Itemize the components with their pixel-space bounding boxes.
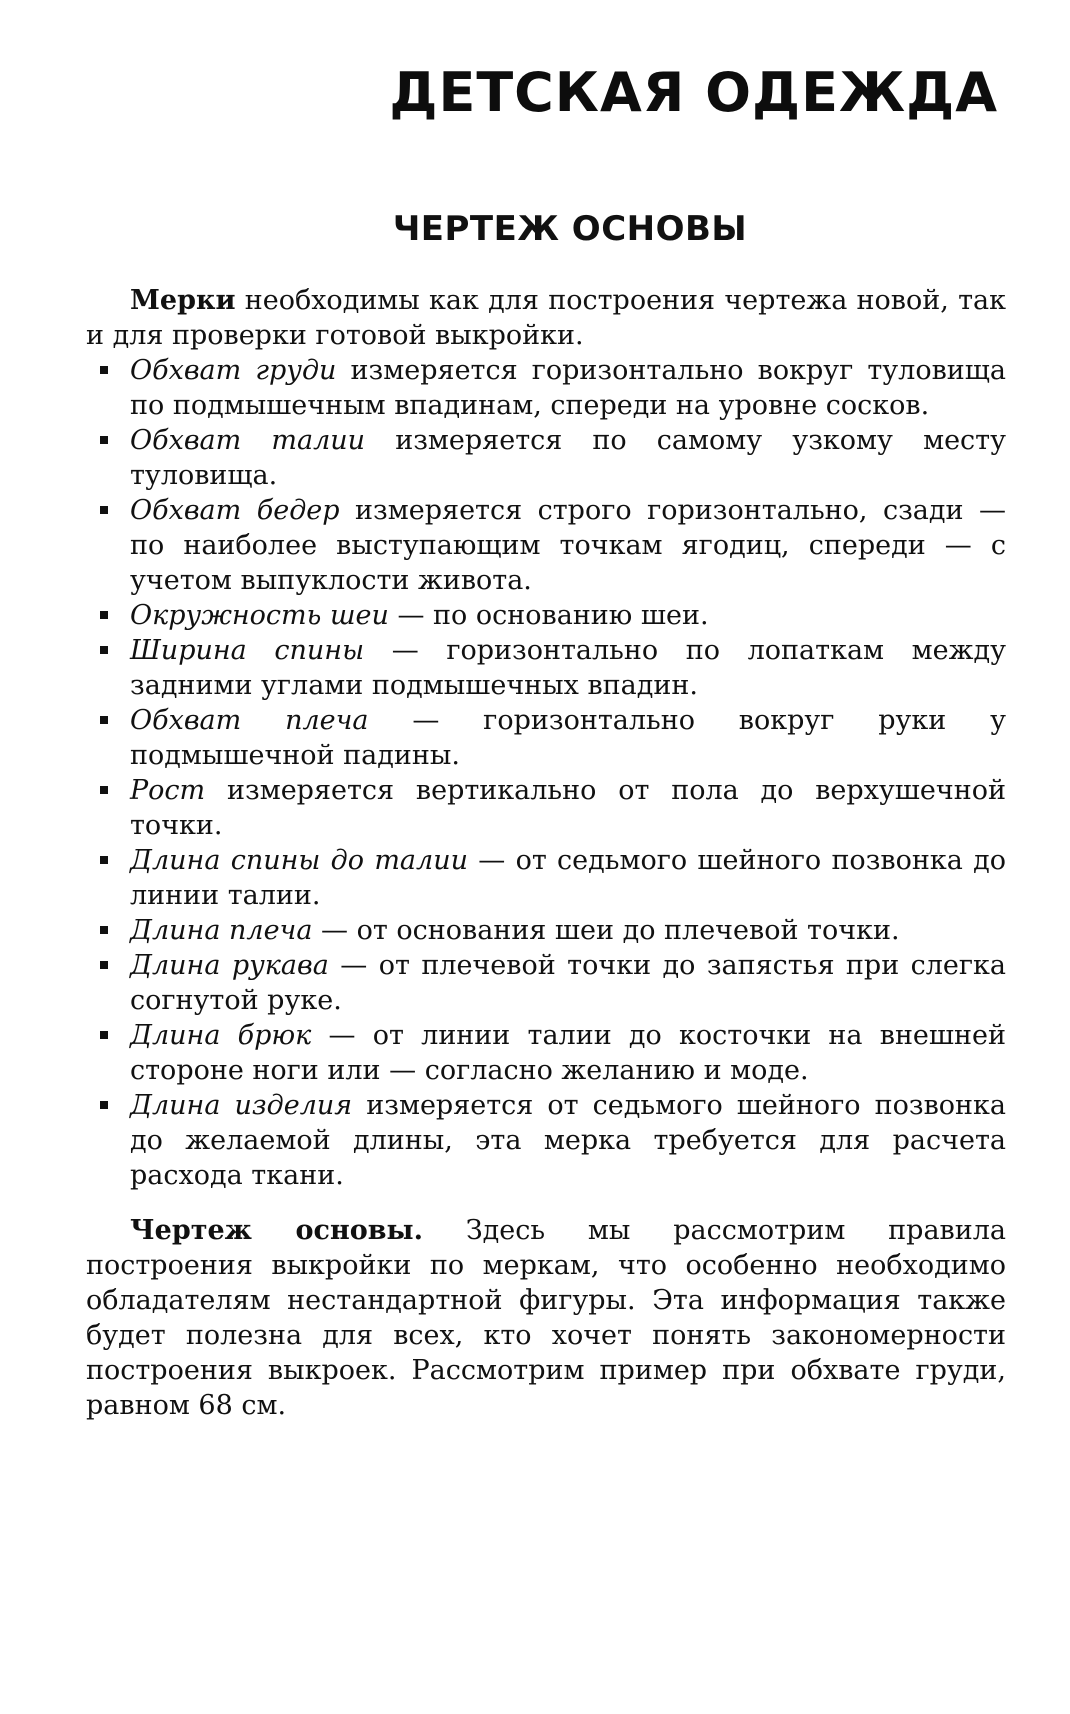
measure-description: измеряется по самому узкому месту туловища.: [130, 425, 1006, 491]
measure-description: — горизонтально по лопаткам между задними углами подмышечных впадин.: [130, 635, 1006, 701]
page-content: [86, 283, 1006, 1423]
measure-term: Рост: [130, 775, 206, 806]
bullet-icon: [100, 961, 108, 969]
measure-term: Длина изделия: [130, 1090, 353, 1121]
bullet-icon: [100, 1031, 108, 1039]
measure-description: — по основанию шеи.: [388, 600, 709, 631]
measure-description: — от линии талии до косточки на внешней стороне ноги или — согласно желанию и моде.: [130, 1020, 1006, 1086]
list-item: [86, 1088, 1006, 1193]
list-item: [86, 843, 1006, 913]
measurements-list: [86, 353, 1006, 1193]
measure-term: Длина плеча: [130, 915, 313, 946]
basic-draft-paragraph: [86, 1213, 1006, 1423]
measure-term: Обхват груди: [130, 355, 337, 386]
measure-description: — от плечевой точки до запястья при слегка согнутой руке.: [130, 950, 1006, 1016]
bullet-icon: [100, 611, 108, 619]
measure-term: Обхват талии: [130, 425, 366, 456]
list-item: [86, 773, 1006, 843]
list-item: [86, 353, 1006, 423]
bullet-icon: [100, 366, 108, 374]
measure-description: измеряется вертикально от пола до верхушечной точки.: [130, 775, 1006, 841]
measure-term: Длина рукава: [130, 950, 329, 981]
intro-paragraph: [86, 283, 1006, 353]
measure-description: — горизонтально вокруг руки у подмышечной падины.: [130, 705, 1006, 771]
bullet-icon: [100, 786, 108, 794]
bullet-icon: [100, 506, 108, 514]
intro-lead: Мерки: [130, 285, 236, 316]
measure-term: Окружность шеи: [130, 600, 389, 631]
basic-draft-text: Здесь мы рассмотрим правила построения выкройки по меркам, что особенно необходимо обладателям нестандартной фигуры. Эта информация также будет полезна для всех, кто хочет понять закономерности построения выкроек. Рассмотрим пример при обхвате груди, равном 68 см.: [86, 1215, 1006, 1421]
measure-description: — от основания шеи до плечевой точки.: [312, 915, 900, 946]
chapter-title: ДЕТСКАЯ ОДЕЖДА: [389, 61, 998, 124]
list-item: [86, 493, 1006, 598]
measure-description: измеряется от седьмого шейного позвонка до желаемой длины, эта мерка требуется для расчета расхода ткани.: [130, 1090, 1006, 1191]
bullet-icon: [100, 1101, 108, 1109]
list-item: [86, 633, 1006, 703]
bullet-icon: [100, 716, 108, 724]
bullet-icon: [100, 436, 108, 444]
basic-draft-lead: Чертеж основы.: [130, 1215, 423, 1246]
measure-term: Ширина спины: [130, 635, 365, 666]
list-item: [86, 598, 1006, 633]
list-item: [86, 948, 1006, 1018]
section-title: ЧЕРТЕЖ ОСНОВЫ: [392, 209, 748, 249]
bullet-icon: [100, 646, 108, 654]
measure-description: измеряется горизонтально вокруг туловища по подмышечным впадинам, спереди на уровне сосков.: [130, 355, 1006, 421]
intro-text: необходимы как для построения чертежа новой, так и для проверки готовой выкройки.: [86, 285, 1006, 351]
bullet-icon: [100, 856, 108, 864]
list-item: [86, 423, 1006, 493]
measure-description: измеряется строго горизонтально, сзади — по наиболее выступающим точкам ягодиц, спереди — с учетом выпуклости живота.: [130, 495, 1006, 596]
bullet-icon: [100, 926, 108, 934]
measure-term: Длина брюк: [130, 1020, 312, 1051]
list-item: [86, 1018, 1006, 1088]
measure-term: Обхват бедер: [130, 495, 340, 526]
list-item: [86, 703, 1006, 773]
list-item: [86, 913, 1006, 948]
measure-term: Длина спины до талии: [130, 845, 468, 876]
measure-description: — от седьмого шейного позвонка до линии талии.: [130, 845, 1007, 911]
measure-term: Обхват плеча: [130, 705, 369, 736]
